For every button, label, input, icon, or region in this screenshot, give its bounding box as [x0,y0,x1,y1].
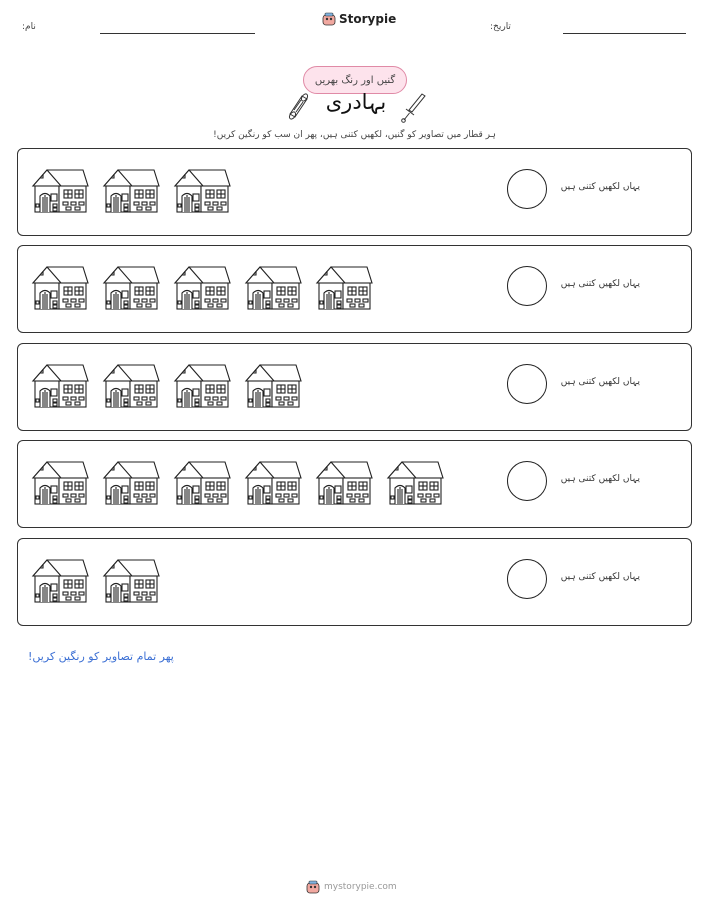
counting-row [17,538,692,626]
house-icon [244,261,302,311]
site-footer [306,880,397,894]
house-icon [244,456,302,506]
answer-label: یہاں لکھیں کتنی ہیں [560,474,640,484]
answer-label: یہاں لکھیں کتنی ہیں [560,572,640,582]
name-label: نام: [22,22,36,32]
counting-row [17,148,692,236]
house-icon [173,261,231,311]
house-icon [31,554,89,604]
house-icon [173,456,231,506]
answer-label: یہاں لکھیں کتنی ہیں [560,182,640,192]
house-icon [386,456,444,506]
date-line [563,33,686,34]
storypie-icon [322,12,336,26]
activity-badge: گنیں اور رنگ بھریں [303,66,407,94]
counting-row [17,245,692,333]
storypie-footer-icon [306,880,320,894]
house-icon [31,261,89,311]
house-icon [102,456,160,506]
site-url: mystorypie.com [324,882,397,892]
instructions: ہر قطار میں تصاویر کو گنیں، لکھیں کتنی ہیں، پھر ان سب کو رنگین کریں! [213,130,496,140]
answer-label: یہاں لکھیں کتنی ہیں [560,377,640,387]
date-label: تاریخ: [490,22,511,32]
counting-row [17,343,692,431]
house-icon [31,359,89,409]
footer-note: پھر تمام تصاویر کو رنگین کریں! [28,650,174,663]
house-icon [173,164,231,214]
house-icon [244,359,302,409]
worksheet-header [0,0,709,50]
scroll-icon [284,92,310,122]
brand-logo [322,12,396,26]
answer-circle[interactable] [507,364,547,404]
house-icon [102,261,160,311]
sword-icon [400,92,428,124]
house-icon [315,456,373,506]
house-icon [31,456,89,506]
house-icon [102,164,160,214]
page-title: بہادری [325,90,387,114]
brand-name: Storypie [339,12,397,26]
answer-circle[interactable] [507,461,547,501]
answer-label: یہاں لکھیں کتنی ہیں [560,279,640,289]
house-icon [31,164,89,214]
answer-circle[interactable] [507,559,547,599]
house-icon [315,261,373,311]
counting-row [17,440,692,528]
title-row [280,90,430,124]
house-icon [102,359,160,409]
house-icon [173,359,231,409]
answer-circle[interactable] [507,169,547,209]
house-icon [102,554,160,604]
answer-circle[interactable] [507,266,547,306]
name-line [100,33,255,34]
